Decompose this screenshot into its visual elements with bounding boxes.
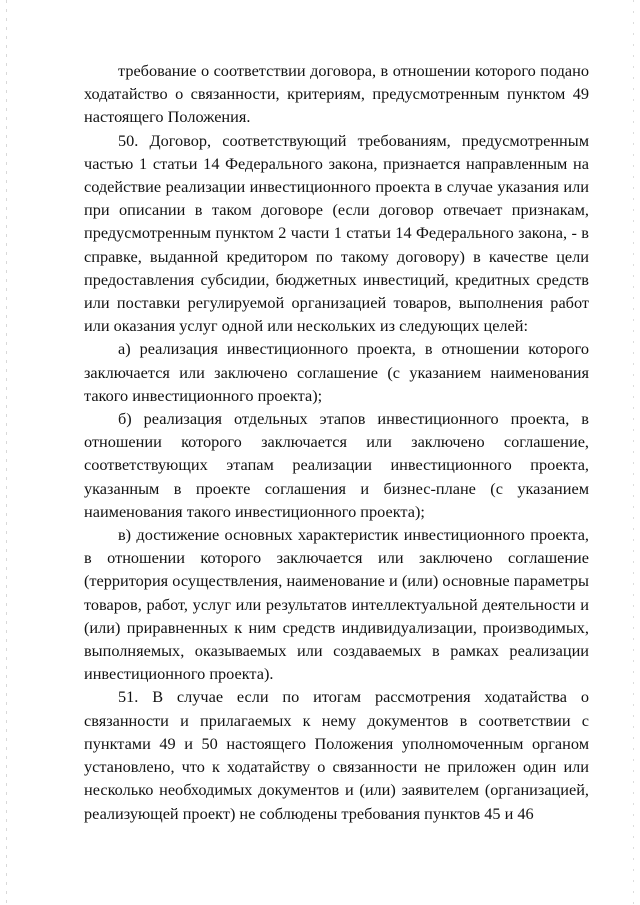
paragraph-continuation: требование о соответствии договора, в отношении которого подано ходатайство о связанности, критериям, предусмотренным пунктом 49 настоящего Положения. xyxy=(84,61,589,127)
paragraph-50-item-b: б) реализация отдельных этапов инвестиционного проекта, в отношении которого заключается или заключено соглашение, соответствующих этапам реализации инвестиционного проекта, указанным в проекте соглашения и бизнес-плане (с указанием наименования такого инвестиционного проекта); xyxy=(84,409,589,521)
scan-edge-right xyxy=(633,0,634,905)
scan-edge-left xyxy=(6,0,7,905)
paragraph-50: 50. Договор, соответствующий требованиям, предусмотренным частью 1 статьи 14 Федерального закона, признается направленным на содействие реализации инвестиционного проекта в случае указания или при описании в таком договоре (если договор отвечает признакам, предусмотренным пунктом 2 части 1 статьи 14 Федерального закона, - в справке, выданной кредитором по такому договору) в качестве цели предоставления субсидии, бюджетных инвестиций, кредитных средств или поставки регулируемой организацией товаров, выполнения работ или оказания услуг одной или нескольких из следующих целей: xyxy=(84,130,589,336)
document-body xyxy=(84,59,589,825)
paragraph-50-item-v: в) достижение основных характеристик инвестиционного проекта, в отношении которого заключается или заключено соглашение (территория осуществления, наименование и (или) основные параметры товаров, работ, услуг или результатов интеллектуальной деятельности и (или) приравненных к ним средств индивидуализации, производимых, выполняемых, оказываемых или создаваемых в рамках реализации инвестиционного проекта). xyxy=(84,525,589,684)
paragraph-50-item-a: а) реализация инвестиционного проекта, в отношении которого заключается или заключено соглашение (с указанием наименования такого инвестиционного проекта); xyxy=(84,339,589,405)
paragraph-51: 51. В случае если по итогам рассмотрения ходатайства о связанности и прилагаемых к нему документов в соответствии с пунктами 49 и 50 настоящего Положения уполномоченным органом установлено, что к ходатайству о связанности не приложен один или несколько необходимых документов и (или) заявителем (организацией, реализующей проект) не соблюдены требования пунктов 45 и 46 xyxy=(84,687,589,823)
